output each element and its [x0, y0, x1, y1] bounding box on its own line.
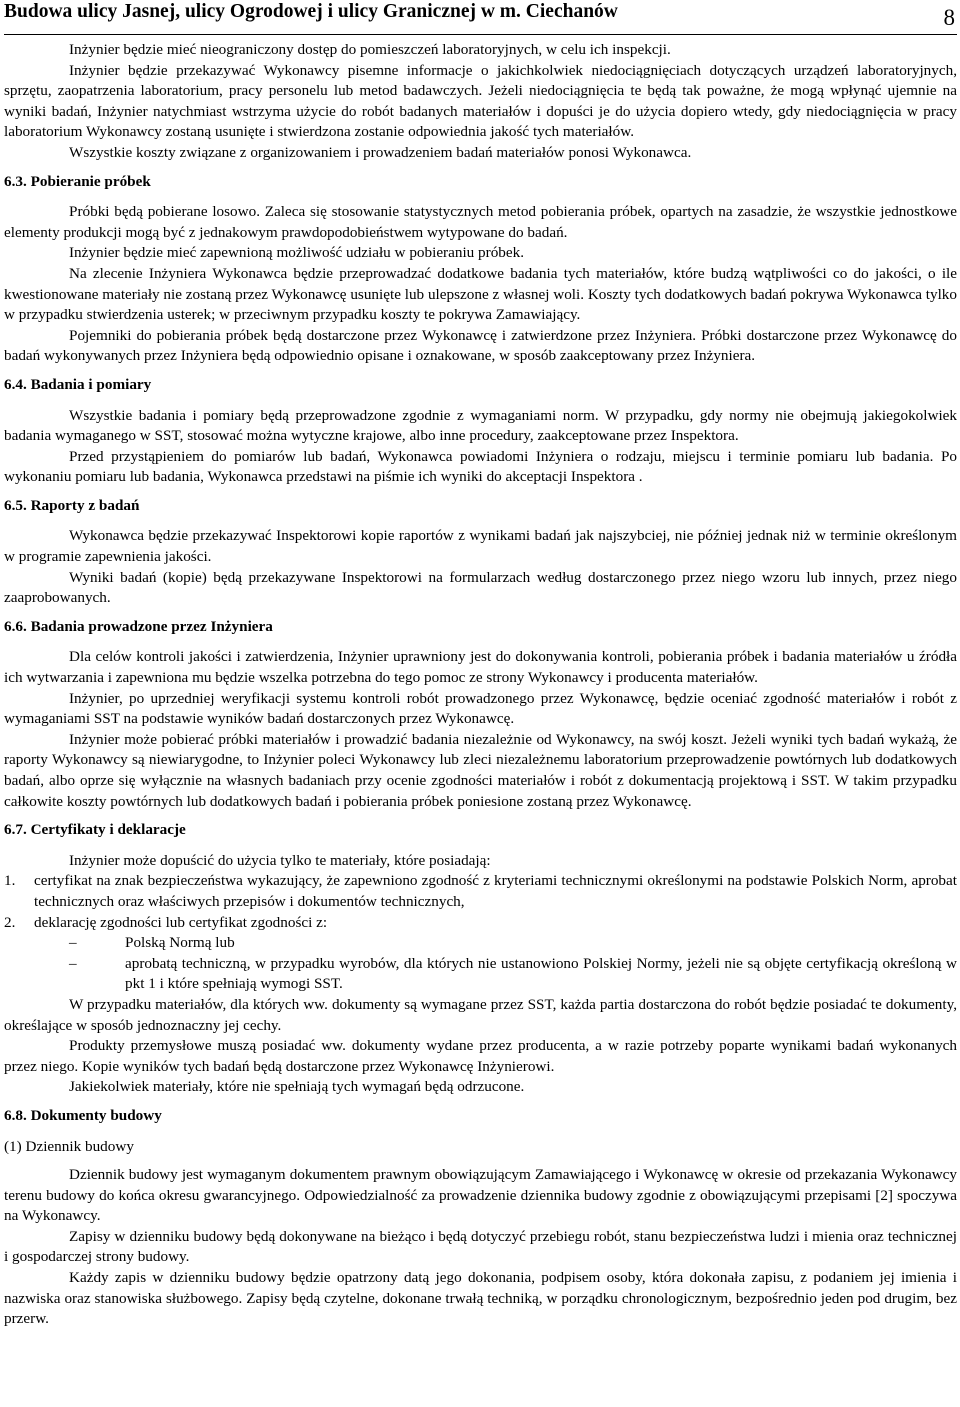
dash-item-text: Polską Normą lub [125, 934, 235, 952]
paragraph: Zapisy w dzienniku budowy będą dokonywane na bieżąco i będą dotyczyć przebiegu robót, stanu bezpieczeństwa ludzi i mienia oraz technicznej i gospodarczej strony budowy. [4, 1227, 957, 1266]
paragraph: Jakiekolwiek materiały, które nie spełniają tych wymagań będą odrzucone. [69, 1078, 525, 1096]
item-text: deklarację zgodności lub certyfikat zgodności z: [34, 913, 328, 931]
paragraph: Przed przystąpieniem do pomiarów lub badań, Wykonawca powiadomi Inżyniera o rodzaju, miejscu i terminie pomiaru lub badania. Po wykonaniu pomiaru lub badania, Wykonawca przedstawi na piśmie ich wyniki do akceptacji Inspektora . [4, 447, 957, 486]
section-heading-6-3: 6.3. Pobieranie próbek [4, 172, 151, 190]
dash-item [69, 933, 957, 954]
paragraph: Na zlecenie Inżyniera Wykonawca będzie przeprowadzać dodatkowe badania tych materiałów, które budzą wątpliwości co do jakości, o ile kwestionowane materiały nie zostaną przez Wykonawcę usunięte lub ulepszone z własnej woli. Koszty tych dodatkowych badań pokrywa Wykonawca tylko w przypadku stwierdzenia usterek; w przeciwnym przypadku koszty te pokrywa Zamawiający. [4, 264, 957, 324]
paragraph: Wyniki badań (kopie) będą przekazywane Inspektorowi na formularzach według dostarczonego przez niego wzoru lub innych, przez niego zaaprobowanych. [4, 568, 957, 607]
dash-bullet: – [69, 934, 77, 952]
paragraph: Każdy zapis w dzienniku budowy będzie opatrzony datą jego dokonania, podpisem osoby, która dokonała zapisu, z podaniem jej imienia i nazwiska oraz stanowiska służbowego. Zapisy będą czytelne, dokonane trwałą techniką, w porządku chronologicznym, bezpośrednio jeden pod drugim, bez przerw. [4, 1269, 957, 1328]
section-heading-6-7: 6.7. Certyfikaty i deklaracje [4, 821, 186, 839]
paragraph: Inżynier będzie mieć nieograniczony dostęp do pomieszczeń laboratoryjnych, w celu ich inspekcji. [69, 41, 671, 58]
paragraph: Wszystkie badania i pomiary będą przeprowadzone zgodnie z wymaganiami norm. W przypadku, gdy normy nie obejmują jakiegokolwiek badania wymaganego w SST, stosować można wytyczne krajowe, albo inne procedury, zaakceptowane przez Inspektora. [4, 406, 957, 445]
paragraph: Pojemniki do pobierania próbek będą dostarczone przez Wykonawcę i zatwierdzone przez Inżyniera. Próbki dostarczone przez Wykonawcę do badań wykonywanych przez Inżyniera będą odpowiednio opisane i oznakowane, w sposób zaakceptowany przez Inżyniera. [4, 326, 957, 365]
paragraph: Inżynier, po uprzedniej weryfikacji systemu kontroli robót prowadzonego przez Wykonawcę, będzie oceniać zgodność materiałów i robót z wymaganiami SST na podstawie wyników badań dostarczonych przez Wykonawcę. [4, 689, 957, 728]
section-heading-6-5: 6.5. Raporty z badań [4, 496, 140, 514]
section-heading-6-8: 6.8. Dokumenty budowy [4, 1106, 162, 1124]
page-header [4, 0, 957, 35]
paragraph: Próbki będą pobierane losowo. Zaleca się stosowanie statystycznych metod pobierania próbek, opartych na zasadzie, że wszystkie jednostkowe elementy produkcji mogą być z jednakowym prawdopodobieństwem wytypowane do badań. [4, 203, 957, 241]
numbered-item [4, 871, 957, 912]
dash-item-text: aprobatą techniczną, w przypadku wyrobów, dla których nie ustanowiono Polskiej Normy, jeżeli nie są objęte certyfikacją określoną w pkt 1 i które spełniają wymogi SST. [125, 954, 957, 993]
item-number: 2. [4, 913, 16, 931]
dash-item [69, 954, 957, 995]
paragraph: Inżynier może dopuścić do użycia tylko te materiały, które posiadają: [69, 851, 491, 869]
paragraph: Inżynier będzie mieć zapewnioną możliwość udziału w pobieraniu próbek. [69, 244, 525, 262]
paragraph: Inżynier może pobierać próbki materiałów i prowadzić badania niezależnie od Wykonawcy, na swój koszt. Jeżeli wyniki tych badań wykażą, że raporty Wykonawcy są niewiarygodne, to Inżynier poleci Wykonawcy lub zleci niezależnemu laboratorium przeprowadzenie powtórnych lub dodatkowych badań, albo oprze się wyłącznie na własnych badaniach przy ocenie zgodności materiałów i robót z dokumentacją projektową i SST. W takim przypadku całkowite koszty powtórnych lub dodatkowych badań i pobierania próbek poniesione zostaną przez Wykonawcę. [4, 730, 957, 810]
subsection-heading: (1) Dziennik budowy [4, 1137, 134, 1155]
paragraph: Dziennik budowy jest wymaganym dokumentem prawnym obowiązującym Zamawiającego i Wykonawcę w okresie od przekazania Wykonawcy terenu budowy do końca okresu gwarancyjnego. Odpowiedzialność za prowadzenie dziennika budowy zgodnie z obowiązującymi przepisami [2] spoczywa na Wykonawcy. [4, 1166, 957, 1225]
numbered-item [4, 913, 957, 934]
paragraph: Wszystkie koszty związane z organizowaniem i prowadzeniem badań materiałów ponosi Wykonawca. [69, 143, 692, 161]
item-text: certyfikat na znak bezpieczeństwa wykazujący, że zapewniono zgodność z kryteriami technicznymi określonymi na podstawie Polskich Norm, aprobat technicznych oraz właściwych przepisów i dokumentów technicznych, [34, 872, 957, 910]
page-content [4, 40, 957, 1330]
section-heading-6-4: 6.4. Badania i pomiary [4, 375, 152, 393]
section-heading-6-6: 6.6. Badania prowadzone przez Inżyniera [4, 617, 273, 635]
dash-bullet: – [69, 954, 77, 972]
paragraph: Produkty przemysłowe muszą posiadać ww. dokumenty wydane przez producenta, a w razie potrzeby poparte wynikami badań wykonanych przez niego. Kopie wyników tych badań będą dostarczone przez Wykonawcę Inżynierowi. [4, 1037, 957, 1075]
paragraph: Dla celów kontroli jakości i zatwierdzenia, Inżynier uprawniony jest do dokonywania kontroli, pobierania próbek i badania materiałów u źródła ich wytwarzania i zapewniona mu będzie wszelka potrzebna do tego pomoc ze strony Wykonawcy i producenta materiałów. [4, 648, 957, 687]
paragraph: Wykonawca będzie przekazywać Inspektorowi kopie raportów z wynikami badań jak najszybciej, nie później jednak niż w terminie określonym w programie zapewnienia jakości. [4, 527, 957, 566]
document-title: Budowa ulicy Jasnej, ulicy Ogrodowej i ulicy Granicznej w m. Ciechanów [4, 1, 618, 22]
page-number: 8 [943, 5, 955, 30]
paragraph: Inżynier będzie przekazywać Wykonawcy pisemne informacje o jakichkolwiek niedociągnięciach dotyczących urządzeń laboratoryjnych, sprzętu, zaopatrzenia laboratorium, pracy personelu lub metod badawczych. Jeżeli niedociągnięcia te będą tak poważne, że mogą wpłynąć ujemnie na wyniki badań, Inżynier natychmiast wstrzyma użycie do robót badanych materiałów i dopuści je do użycia dopiero wtedy, gdy niedociągnięcia w pracy laboratorium Wykonawcy zostaną usunięte i stwierdzona zostanie odpowiednia jakość tych materiałów. [4, 61, 957, 141]
item-number: 1. [4, 872, 16, 890]
paragraph: W przypadku materiałów, dla których ww. dokumenty są wymagane przez SST, każda partia dostarczona do robót będzie posiadać te dokumenty, określające w sposób jednoznaczny jej cechy. [4, 995, 957, 1034]
